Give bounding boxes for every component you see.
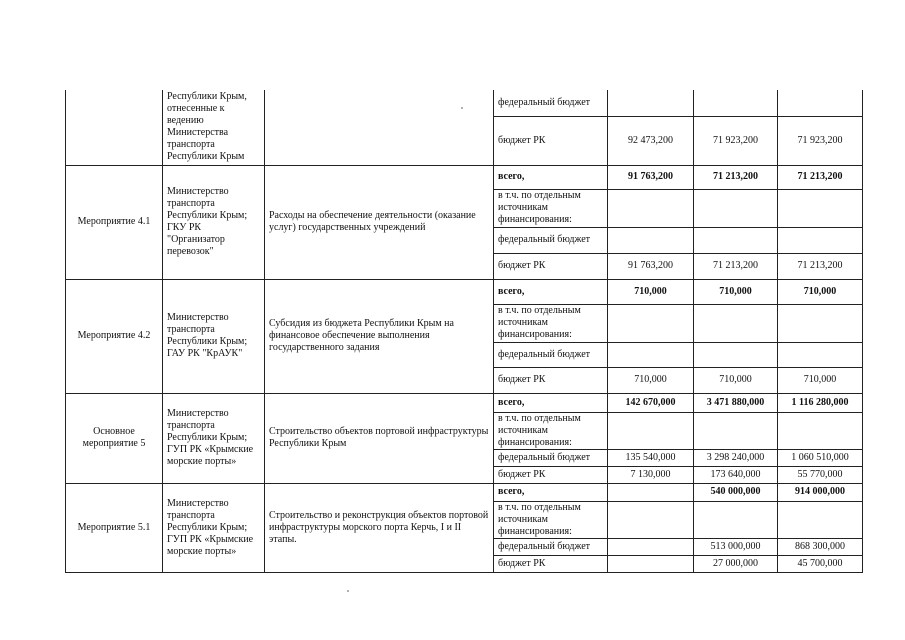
- value-cell: 7 130,000: [608, 466, 694, 483]
- value-cell: [608, 501, 694, 538]
- executor-cell: Министерство транспорта Республики Крым; ГУП РК «Крымские морские порты»: [163, 393, 265, 483]
- source-incl: в т.ч. по отдельным источникам финансирования:: [494, 189, 608, 227]
- value-cell: 71 213,200: [778, 165, 863, 189]
- value-cell: 513 000,000: [694, 538, 778, 555]
- value-cell: [608, 189, 694, 227]
- source-incl: в т.ч. по отдельным источникам финансирования:: [494, 412, 608, 449]
- value-cell: [778, 342, 863, 367]
- value-cell: 142 670,000: [608, 393, 694, 412]
- value-cell: 710,000: [778, 367, 863, 393]
- value-cell: 710,000: [608, 279, 694, 304]
- value-cell: [608, 483, 694, 501]
- source-rk: бюджет РК: [494, 367, 608, 393]
- source-rk: бюджет РК: [494, 555, 608, 572]
- value-cell: [694, 90, 778, 116]
- value-cell: 71 213,200: [778, 253, 863, 279]
- value-cell: 914 000,000: [778, 483, 863, 501]
- value-cell: 1 116 280,000: [778, 393, 863, 412]
- scan-speck: [461, 107, 463, 109]
- activity-cell: Основное мероприятие 5: [66, 393, 163, 483]
- value-cell: 71 923,200: [694, 116, 778, 165]
- name-cell: Строительство объектов портовой инфраструктуры Республики Крым: [265, 393, 494, 483]
- value-cell: 540 000,000: [694, 483, 778, 501]
- source-rk: бюджет РК: [494, 466, 608, 483]
- value-cell: 55 770,000: [778, 466, 863, 483]
- value-cell: 71 213,200: [694, 165, 778, 189]
- source-total: всего,: [494, 393, 608, 412]
- value-cell: [778, 227, 863, 253]
- value-cell: 135 540,000: [608, 449, 694, 466]
- scan-speck: [347, 590, 349, 592]
- source-incl: в т.ч. по отдельным источникам финансирования:: [494, 304, 608, 342]
- value-cell: [694, 412, 778, 449]
- value-cell: [608, 538, 694, 555]
- value-cell: [694, 342, 778, 367]
- executor-cell: Министерство транспорта Республики Крым; ГКУ РК "Организатор перевозок": [163, 165, 265, 279]
- executor-cell: Министерство транспорта Республики Крым; ГАУ РК "КрАУК": [163, 279, 265, 393]
- source-rk: бюджет РК: [494, 253, 608, 279]
- value-cell: 71 213,200: [694, 253, 778, 279]
- value-cell: [694, 227, 778, 253]
- value-cell: [778, 501, 863, 538]
- name-cell: Расходы на обеспечение деятельности (оказание услуг) государственных учреждений: [265, 165, 494, 279]
- value-cell: 27 000,000: [694, 555, 778, 572]
- value-cell: 71 923,200: [778, 116, 863, 165]
- value-cell: 173 640,000: [694, 466, 778, 483]
- value-cell: [608, 227, 694, 253]
- activity-cell: Мероприятие 4.2: [66, 279, 163, 393]
- value-cell: 92 473,200: [608, 116, 694, 165]
- executor-cell: Министерство транспорта Республики Крым; ГУП РК «Крымские морские порты»: [163, 483, 265, 572]
- source-federal: федеральный бюджет: [494, 227, 608, 253]
- source-federal: федеральный бюджет: [494, 449, 608, 466]
- value-cell: 868 300,000: [778, 538, 863, 555]
- name-cell: Субсидия из бюджета Республики Крым на финансовое обеспечение выполнения государственного задания: [265, 279, 494, 393]
- value-cell: 710,000: [694, 279, 778, 304]
- name-cell: Строительство и реконструкция объектов портовой инфраструктуры морского порта Керчь, I и II этапы.: [265, 483, 494, 572]
- value-cell: 91 763,200: [608, 165, 694, 189]
- value-cell: 45 700,000: [778, 555, 863, 572]
- value-cell: [608, 304, 694, 342]
- value-cell: 1 060 510,000: [778, 449, 863, 466]
- value-cell: [608, 90, 694, 116]
- value-cell: [694, 304, 778, 342]
- financing-table: [65, 90, 863, 573]
- value-cell: [608, 412, 694, 449]
- source-incl: в т.ч. по отдельным источникам финансирования:: [494, 501, 608, 538]
- value-cell: [778, 90, 863, 116]
- activity-cell: [66, 90, 163, 165]
- value-cell: [778, 304, 863, 342]
- value-cell: [608, 555, 694, 572]
- source-total: всего,: [494, 165, 608, 189]
- value-cell: [608, 342, 694, 367]
- value-cell: [778, 189, 863, 227]
- source-federal: федеральный бюджет: [494, 90, 608, 116]
- value-cell: 3 471 880,000: [694, 393, 778, 412]
- source-federal: федеральный бюджет: [494, 342, 608, 367]
- source-total: всего,: [494, 483, 608, 501]
- source-rk: бюджет РК: [494, 116, 608, 165]
- source-total: всего,: [494, 279, 608, 304]
- source-federal: федеральный бюджет: [494, 538, 608, 555]
- executor-cell: Республики Крым, отнесенные к ведению Министерства транспорта Республики Крым: [163, 90, 265, 165]
- value-cell: [778, 412, 863, 449]
- value-cell: 91 763,200: [608, 253, 694, 279]
- value-cell: [694, 189, 778, 227]
- activity-cell: Мероприятие 4.1: [66, 165, 163, 279]
- value-cell: 710,000: [694, 367, 778, 393]
- name-cell: [265, 90, 494, 165]
- value-cell: 710,000: [608, 367, 694, 393]
- activity-cell: Мероприятие 5.1: [66, 483, 163, 572]
- value-cell: 3 298 240,000: [694, 449, 778, 466]
- value-cell: [694, 501, 778, 538]
- value-cell: 710,000: [778, 279, 863, 304]
